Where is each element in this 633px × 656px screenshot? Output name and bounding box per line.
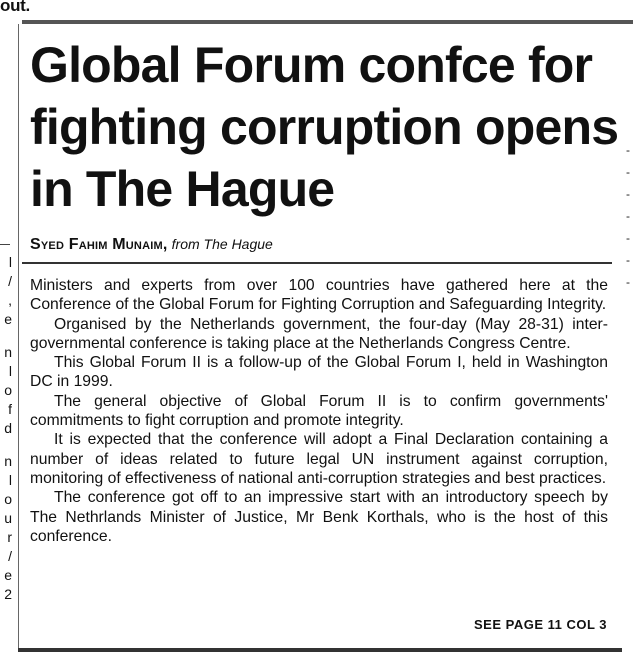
left-fragment: / [8, 548, 12, 564]
left-fragment: n [4, 453, 12, 469]
right-fragment: - [626, 143, 630, 157]
left-fragment: u [4, 510, 12, 526]
left-fragment: n [4, 344, 12, 360]
left-fragment: e [4, 311, 12, 327]
left-fragment: 2 [4, 586, 12, 602]
left-fragment: d [4, 420, 12, 436]
article-headline: Global Forum confce for fighting corruption opens in The Hague [30, 37, 619, 217]
left-fragment: l [8, 472, 12, 488]
left-fragment: l [8, 363, 12, 379]
article-paragraph: Ministers and experts from over 100 countries have gathered here at the Conference of the Global Forum for Fighting Corruption and Safeguarding Integrity. [30, 277, 608, 314]
byline-dateline: from The Hague [171, 236, 273, 252]
article-paragraph: The conference got off to an impressive start with an introductory speech by The Nethrlands Minister of Justice, Mr Benk Korthals, who is the host of this conference. [30, 489, 608, 545]
bottom-rule [18, 648, 622, 652]
left-fragment-gap [0, 329, 12, 343]
right-fragment: - [626, 231, 630, 245]
right-fragment: - [626, 275, 630, 289]
article-paragraph: Organised by the Netherlands government, the four-day (May 28-31) inter-governmental conference is taking place at the Netherlands Congress Centre. [30, 315, 608, 352]
left-fragment-gap [0, 438, 12, 452]
top-rule [22, 20, 633, 24]
left-fragment: e [4, 567, 12, 583]
left-column-rule [0, 244, 10, 245]
right-fragment: - [626, 165, 630, 179]
left-fragment: , [8, 292, 12, 308]
right-fragment: - [626, 187, 630, 201]
column-divider [18, 24, 19, 652]
article-body [30, 276, 608, 546]
article-paragraph: It is expected that the conference will adopt a Final Declaration containing a number of ideas related to future legal UN instrument against corruption, monitoring of effectiveness of national anti-corruption strategies and best practices. [30, 431, 608, 487]
left-fragment: f [8, 401, 12, 417]
right-fragment: - [626, 209, 630, 223]
article-paragraph: The general objective of Global Forum II is to confirm governments' commitments to fight corruption and promote integrity. [30, 392, 608, 430]
left-fragment: r [7, 529, 12, 545]
byline-author: Syed Fahim Munaim, [30, 236, 168, 253]
left-fragment: o [4, 491, 12, 507]
right-column-fragments [626, 140, 633, 294]
continuation-note: SEE PAGE 11 COL 3 [473, 617, 607, 632]
left-fragment: o [4, 382, 12, 398]
right-fragment: - [626, 253, 630, 267]
article-byline [30, 235, 273, 254]
article-paragraph: This Global Forum II is a follow-up of the Global Forum I, held in Washington DC in 1999. [30, 354, 608, 391]
adjacent-article-fragment: out. [0, 0, 30, 15]
left-fragment: l [8, 254, 12, 270]
byline-rule [22, 262, 612, 264]
left-fragment: / [8, 273, 12, 289]
left-column-fragments [0, 253, 12, 604]
